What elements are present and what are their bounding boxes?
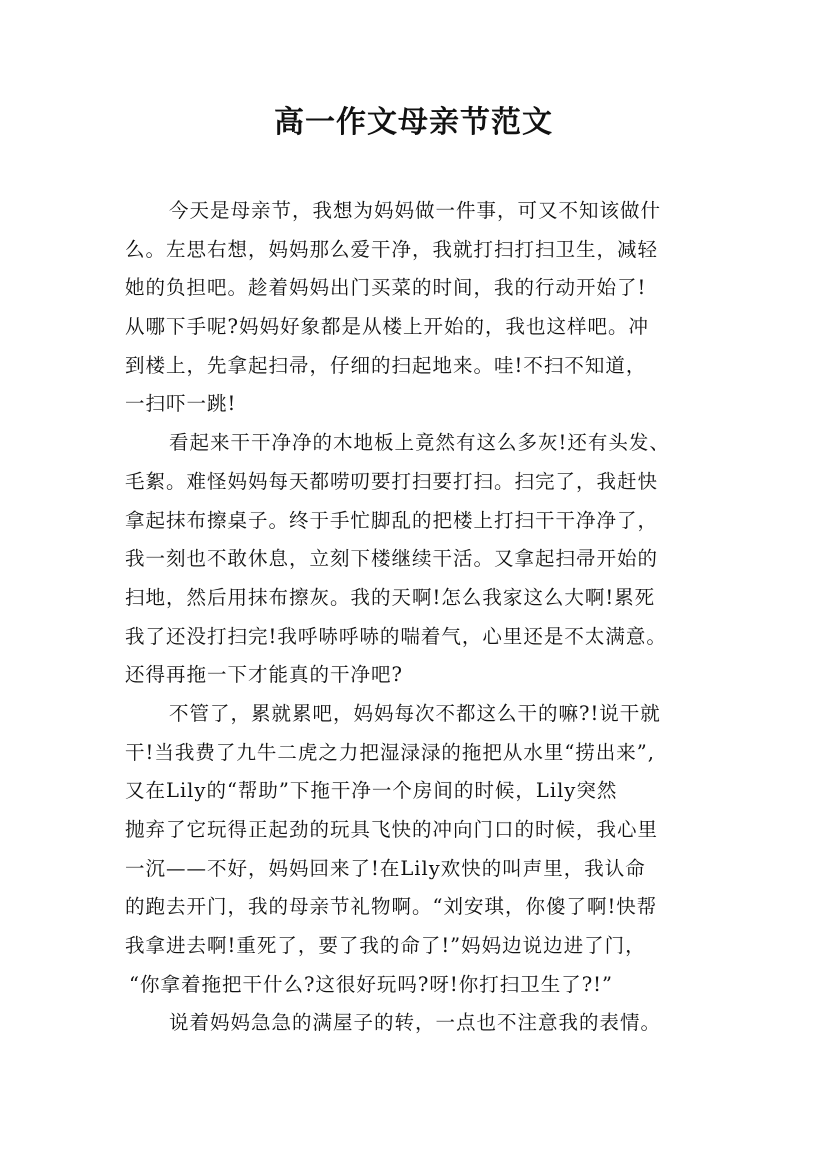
paragraph-line: 的跑去开门，我的母亲节礼物啊。“刘安琪，你傻了啊!快帮 <box>125 895 658 919</box>
paragraph-line: 今天是母亲节，我想为妈妈做一件事，可又不知该做什 <box>169 199 662 222</box>
paragraph-line: 一扫吓一跳! <box>125 392 237 416</box>
paragraph-line: 拿起抹布擦桌子。终于手忙脚乱的把楼上打扫干干净净了， <box>125 508 659 532</box>
paragraph-line: 看起来干干净净的木地板上竟然有这么多灰!还有头发、 <box>169 431 670 455</box>
paragraph-line: 从哪下手呢?妈妈好象都是从楼上开始的，我也这样吧。冲 <box>125 315 649 339</box>
paragraph-line: “你拿着拖把干什么?这很好玩吗?呀!你打扫卫生了?!” <box>129 972 613 996</box>
paragraph-line: 到楼上，先拿起扫帚，仔细的扫起地来。哇!不扫不知道， <box>125 353 647 377</box>
paragraph-line: 不管了，累就累吧，妈妈每次不都这么干的嘛?!说干就 <box>169 701 661 725</box>
paragraph-line: 又在Lily的“帮助”下拖干净一个房间的时候，Lily突然 <box>125 779 618 803</box>
paragraph-line: 么。左思右想，妈妈那么爱干净，我就打扫打扫卫生，减轻 <box>125 237 659 261</box>
paragraph-line: 毛絮。难怪妈妈每天都唠叨要打扫要打扫。扫完了，我赶快 <box>125 469 659 493</box>
paragraph-line: 我一刻也不敢休息，立刻下楼继续干活。又拿起扫帚开始的 <box>125 547 659 571</box>
paragraph-line: 还得再拖一下才能真的干净吧? <box>125 663 403 687</box>
paragraph-line: 我拿进去啊!重死了，要了我的命了!”妈妈边说边进了门， <box>125 934 646 958</box>
document-body <box>125 192 725 1043</box>
paragraph-line: 抛弃了它玩得正起劲的玩具飞快的冲向门口的时候，我心里 <box>125 818 659 841</box>
paragraph-line: 说着妈妈急急的满屋子的转，一点也不注意我的表情。 <box>169 1011 662 1035</box>
paragraph-line: 我了还没打扫完!我呼哧呼哧的喘着气，心里还是不太满意。 <box>125 624 667 648</box>
paragraph-line: 扫地，然后用抹布擦灰。我的天啊!怎么我家这么大啊!累死 <box>125 585 656 609</box>
paragraph-line: 一沉——不好，妈妈回来了!在Lily欢快的叫声里，我认命 <box>125 856 646 880</box>
paragraph-line: 她的负担吧。趁着妈妈出门买菜的时间，我的行动开始了! <box>125 276 647 300</box>
paragraph-line: 干!当我费了九牛二虎之力把湿渌渌的拖把从水里“捞出来”, <box>125 740 655 764</box>
document-title: 高一作文母亲节范文 <box>274 105 553 140</box>
